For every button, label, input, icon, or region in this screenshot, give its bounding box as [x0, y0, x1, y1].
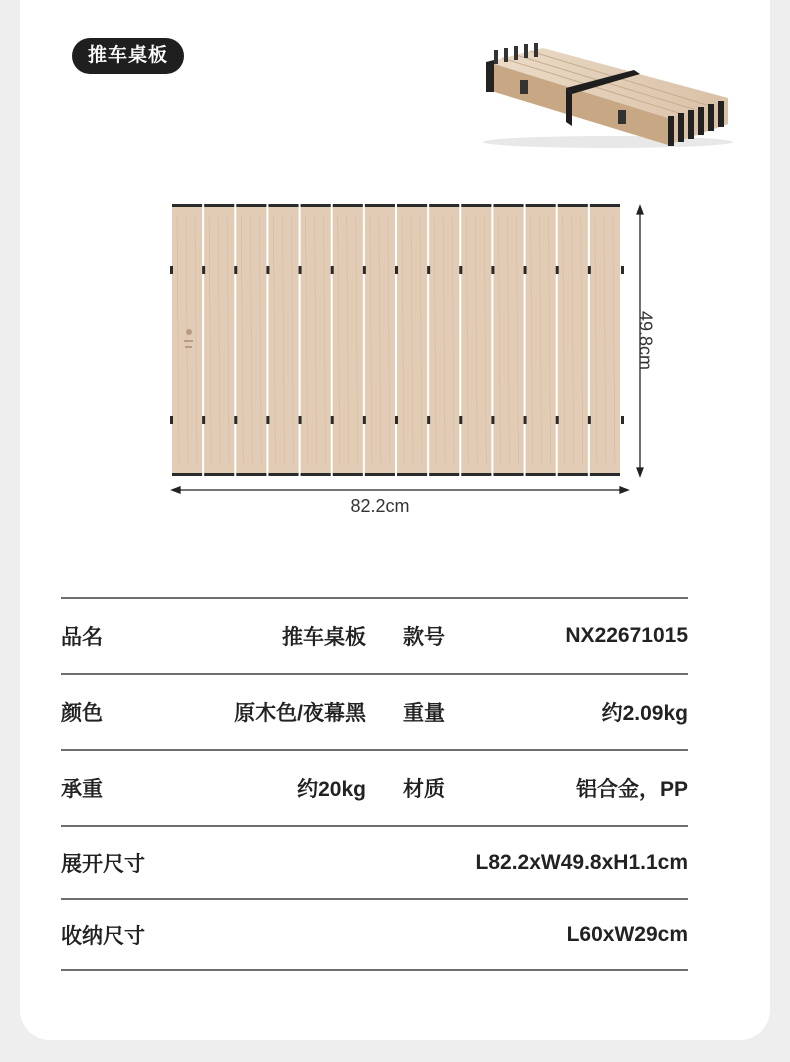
- spec-row: [61, 825, 688, 898]
- hinge-clip: [202, 266, 205, 274]
- spec-row: [61, 749, 688, 825]
- end-clip: [170, 266, 173, 274]
- spec-label: 重量: [403, 702, 445, 725]
- spec-row: [61, 898, 688, 971]
- spec-value: 约20kg: [297, 778, 366, 801]
- hinge-clip: [266, 416, 269, 424]
- spec-value: 推车桌板: [282, 626, 366, 649]
- slat-frame-cap: [461, 473, 491, 476]
- hinge-clip: [363, 416, 366, 424]
- slat-frame-cap: [236, 204, 266, 207]
- hinge-clip: [331, 416, 334, 424]
- slat-frame-cap: [429, 204, 459, 207]
- hinge-clip: [299, 266, 302, 274]
- hinge-clip: [202, 416, 205, 424]
- width-dimension-arrow: [172, 487, 628, 493]
- slat-frame-cap: [397, 473, 427, 476]
- hinge-clip: [588, 266, 591, 274]
- end-clip: [621, 416, 624, 424]
- spec-label: 收纳尺寸: [61, 924, 145, 948]
- spec-table: [61, 597, 688, 971]
- spec-row: [61, 597, 688, 673]
- hinge-clip: [395, 266, 398, 274]
- slat-frame-cap: [493, 204, 523, 207]
- height-dimension-label: 49.8cm: [635, 310, 656, 371]
- slat-frame-cap: [558, 473, 588, 476]
- hinge-clip: [234, 416, 237, 424]
- spec-row: [61, 673, 688, 749]
- spec-value: L82.2xW49.8xH1.1cm: [475, 850, 688, 874]
- hinge-clip: [363, 266, 366, 274]
- spec-label: 品名: [61, 626, 103, 649]
- hinge-clip: [491, 416, 494, 424]
- spec-label: 承重: [61, 778, 103, 801]
- slat-frame-cap: [172, 473, 202, 476]
- end-clip: [621, 266, 624, 274]
- slat-frame-cap: [493, 473, 523, 476]
- spec-value: 约2.09kg: [601, 702, 688, 725]
- slat-frame-cap: [172, 204, 202, 207]
- slat-frame-cap: [365, 204, 395, 207]
- hinge-clip: [299, 416, 302, 424]
- hinge-clip: [427, 416, 430, 424]
- spec-value: 铝合金，PP: [575, 778, 688, 801]
- slat-frame-cap: [268, 204, 298, 207]
- slat-frame-cap: [590, 473, 620, 476]
- slat-frame-cap: [333, 204, 363, 207]
- width-dimension-label: 82.2cm: [350, 496, 410, 516]
- spec-value: NX22671015: [565, 624, 688, 647]
- hinge-clip: [395, 416, 398, 424]
- slat-frame-cap: [301, 204, 331, 207]
- slat-frame-cap: [526, 204, 556, 207]
- product-name-badge: 推车桌板: [72, 38, 184, 74]
- spec-label: 材质: [403, 778, 445, 801]
- slat-frame-cap: [590, 204, 620, 207]
- slat-frame-cap: [558, 204, 588, 207]
- hinge-clip: [556, 416, 559, 424]
- slat-frame-cap: [268, 473, 298, 476]
- hinge-clip: [524, 416, 527, 424]
- hinge-clip: [556, 266, 559, 274]
- slat-frame-cap: [365, 473, 395, 476]
- slat-frame-cap: [429, 473, 459, 476]
- slat-frame-cap: [301, 473, 331, 476]
- spec-label: 颜色: [61, 702, 103, 725]
- spec-label: 款号: [403, 626, 445, 649]
- slat-frame-cap: [204, 204, 234, 207]
- spec-value: L60xW29cm: [566, 922, 688, 946]
- hinge-clip: [234, 266, 237, 274]
- slat-frame-cap: [236, 473, 266, 476]
- slat-frame-cap: [461, 204, 491, 207]
- hinge-clip: [459, 266, 462, 274]
- end-clip: [170, 416, 173, 424]
- spec-value: 原木色/夜幕黑: [234, 702, 366, 725]
- slat-frame-cap: [204, 473, 234, 476]
- spec-label: 展开尺寸: [61, 852, 145, 876]
- hinge-clip: [588, 416, 591, 424]
- hinge-clip: [524, 266, 527, 274]
- slat-frame-cap: [526, 473, 556, 476]
- hinge-clip: [491, 266, 494, 274]
- hinge-clip: [331, 266, 334, 274]
- hinge-clip: [266, 266, 269, 274]
- unfolded-table-diagram: [150, 200, 670, 500]
- slat-frame-cap: [397, 204, 427, 207]
- hinge-clip: [427, 266, 430, 274]
- folded-table-image: [468, 40, 748, 155]
- hinge-clip: [459, 416, 462, 424]
- slat-frame-cap: [333, 473, 363, 476]
